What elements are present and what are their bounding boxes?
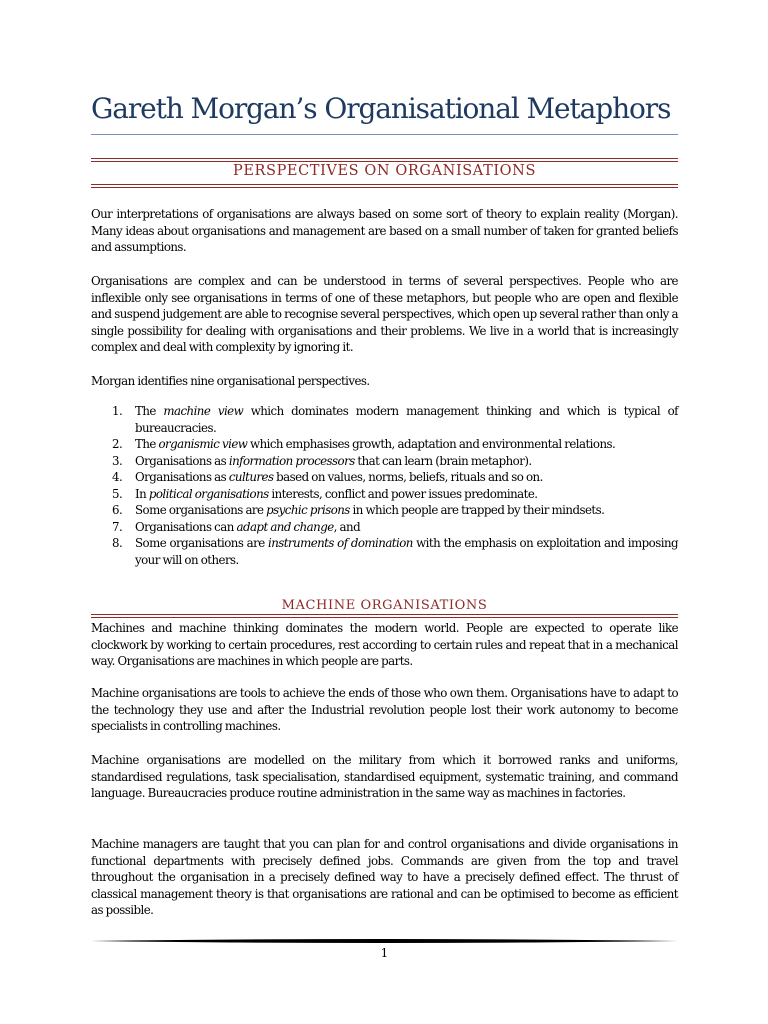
list-item: 2. The organismic view which emphasises growth, adaptation and environmental relations. [112,437,616,451]
list-item: 4. Organisations as cultures based on values, norms, beliefs, rituals and so on. [112,470,543,484]
list-item: 3. Organisations as information processors that can learn (brain metaphor). [112,453,532,468]
paragraph: Our interpretations of organisations are always based on some sort of theory to explain reality (Morgan). Many ideas about organisations and management are based on a small number of taken for granted beliefs and assumptions. [91,207,678,254]
paragraph: Machine managers are taught that you can plan for and control organisations and divide organisations in functional departments with precisely defined jobs. Commands are given from the top and travel throughout the organisation in a precisely defined way to have a precisely defined effect. The thrust of classical management theory is that organisations are rational and can be optimised to become as efficient as possible. [91,837,678,917]
list-item: 1. The machine view which dominates modern management thinking and which is typical of bureaucracies. [112,404,678,435]
section-heading-machine: MACHINE ORGANISATIONS [281,598,488,613]
document-title: Gareth Morgan’s Organisational Metaphors [91,92,671,125]
title-underline [91,134,678,135]
perspectives-list [91,403,678,568]
paragraph: Organisations are complex and can be understood in terms of several perspectives. People who are inflexible only see organisations in terms of one of these metaphors, but people who are open and flexible and suspend judgement are able to recognise several perspectives, which open up several rather than only a single possibility for dealing with organisations and their problems. We live in a world that is increasingly complex and deal with complexity by ignoring it. [91,274,678,354]
section-rule-bottom [91,184,678,188]
paragraph: Machine organisations are modelled on the military from which it borrowed ranks and uniforms, standardised regulations, task specialisation, standardised equipment, systematic training, and command language. Bureaucracies produce routine administration in the same way as machines in factories. [91,753,678,800]
paragraph: Machine organisations are tools to achieve the ends of those who own them. Organisations have to adapt to the technology they use and after the Industrial revolution people lost their work autonomy to become specialists in controlling machines. [91,686,678,733]
section-heading-perspectives: PERSPECTIVES ON ORGANISATIONS [232,163,536,179]
list-item: 8. Some organisations are instruments of domination with the emphasis on exploitation and imposing your will on others. [112,536,679,567]
paragraph: Morgan identifies nine organisational perspectives. [91,374,370,388]
list-item: 5. In political organisations interests, conflict and power issues predominate. [112,486,538,501]
section-rule-bottom [91,614,678,618]
list-item: 6. Some organisations are psychic prisons in which people are trapped by their mindsets. [112,503,605,517]
list-item: 7. Organisations can adapt and change, and [112,519,361,534]
section-rule-top [91,158,678,162]
footer-rule [91,938,678,944]
page-number: 1 [380,946,389,960]
paragraph: Machines and machine thinking dominates the modern world. People are expected to operate like clockwork by working to certain procedures, rest according to certain rules and repeat that in a mechanical way. Organisations are machines in which people are parts. [91,621,678,668]
